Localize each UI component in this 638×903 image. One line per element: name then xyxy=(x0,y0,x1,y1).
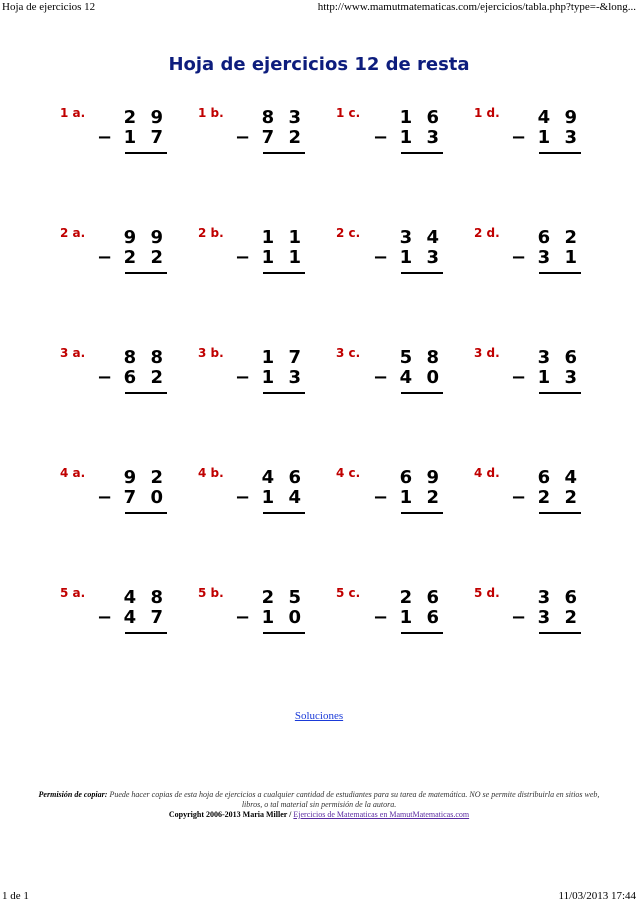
subtrahend: 1 3 xyxy=(399,127,443,148)
exercise-item xyxy=(60,346,167,406)
exercise-label: 5 a. xyxy=(60,586,86,600)
subtrahend-row xyxy=(373,247,443,271)
permission-label: Permisión de copiar: xyxy=(38,790,108,799)
minuend: 8 3 xyxy=(261,107,305,128)
solutions-section xyxy=(0,710,638,722)
exercise-item xyxy=(198,106,305,166)
exercise-item xyxy=(336,106,443,166)
minus-sign: − xyxy=(373,367,389,388)
subtrahend: 2 2 xyxy=(537,487,581,508)
answer-line xyxy=(125,152,167,154)
exercise-label: 2 a. xyxy=(60,226,86,240)
minuend: 5 8 xyxy=(399,347,443,368)
subtrahend-row xyxy=(235,367,305,391)
subtrahend: 4 7 xyxy=(123,607,167,628)
answer-line xyxy=(539,512,581,514)
exercise-item xyxy=(198,466,305,526)
minus-sign: − xyxy=(235,607,251,628)
page-title: Hoja de ejercicios 12 de resta xyxy=(168,54,470,75)
exercise-item xyxy=(474,346,581,406)
subtrahend-row xyxy=(511,367,581,391)
minuend: 6 9 xyxy=(399,467,443,488)
answer-line xyxy=(263,392,305,394)
exercise-item xyxy=(474,586,581,646)
print-header-url: http://www.mamutmatematicas.com/ejercicios/tabla.php?type=-&long... xyxy=(317,1,636,13)
answer-line xyxy=(263,152,305,154)
browser-print-footer xyxy=(0,889,638,903)
exercise-item xyxy=(336,586,443,646)
subtrahend: 1 0 xyxy=(261,607,305,628)
exercise-label: 1 b. xyxy=(198,106,224,120)
subtrahend-row xyxy=(97,127,167,151)
subtrahend-row xyxy=(235,607,305,631)
minuend: 4 6 xyxy=(261,467,305,488)
subtrahend-row xyxy=(235,487,305,511)
subtrahend: 1 3 xyxy=(399,247,443,268)
exercise-item xyxy=(336,466,443,526)
print-footer-page: 1 de 1 xyxy=(2,890,29,902)
exercise-item xyxy=(474,106,581,166)
exercise-item xyxy=(60,106,167,166)
solutions-link[interactable]: Soluciones xyxy=(294,710,344,722)
answer-line xyxy=(539,272,581,274)
exercise-item xyxy=(198,586,305,646)
minuend: 2 6 xyxy=(399,587,443,608)
exercise-label: 2 d. xyxy=(474,226,500,240)
minus-sign: − xyxy=(97,127,113,148)
minus-sign: − xyxy=(373,487,389,508)
minuend: 2 5 xyxy=(261,587,305,608)
exercise-item xyxy=(198,346,305,406)
site-link[interactable]: Ejercicios de Matematicas en MamutMatematicas.com xyxy=(293,810,470,819)
exercise-item xyxy=(198,226,305,286)
minus-sign: − xyxy=(97,247,113,268)
minuend: 9 2 xyxy=(123,467,167,488)
minuend: 6 4 xyxy=(537,467,581,488)
exercise-label: 3 a. xyxy=(60,346,86,360)
answer-line xyxy=(263,632,305,634)
subtrahend-row xyxy=(511,247,581,271)
minus-sign: − xyxy=(235,367,251,388)
minus-sign: − xyxy=(97,487,113,508)
subtrahend: 1 6 xyxy=(399,607,443,628)
subtrahend: 4 0 xyxy=(399,367,443,388)
exercise-label: 3 d. xyxy=(474,346,500,360)
answer-line xyxy=(401,392,443,394)
subtrahend: 7 0 xyxy=(123,487,167,508)
answer-line xyxy=(125,512,167,514)
answer-line xyxy=(539,632,581,634)
permission-text: Puede hacer copias de esta hoja de ejercicios a cualquier cantidad de estudiantes para su tarea de matemática. NO se permite distribuirla en sitios web, libros, o tal material sin permisión de la autora. xyxy=(109,790,600,809)
subtrahend: 1 3 xyxy=(537,127,581,148)
subtrahend-row xyxy=(97,247,167,271)
exercise-label: 4 d. xyxy=(474,466,500,480)
subtrahend-row xyxy=(97,607,167,631)
minus-sign: − xyxy=(235,127,251,148)
subtrahend-row xyxy=(511,487,581,511)
answer-line xyxy=(401,272,443,274)
subtrahend: 1 3 xyxy=(261,367,305,388)
answer-line xyxy=(125,272,167,274)
subtrahend: 1 4 xyxy=(261,487,305,508)
exercise-label: 5 b. xyxy=(198,586,224,600)
exercise-label: 3 b. xyxy=(198,346,224,360)
answer-line xyxy=(263,512,305,514)
exercise-item xyxy=(474,226,581,286)
answer-line xyxy=(401,512,443,514)
minus-sign: − xyxy=(511,247,527,268)
answer-line xyxy=(539,152,581,154)
minus-sign: − xyxy=(373,247,389,268)
minuend: 8 8 xyxy=(123,347,167,368)
exercise-label: 4 c. xyxy=(336,466,361,480)
minus-sign: − xyxy=(511,127,527,148)
exercise-label: 4 b. xyxy=(198,466,224,480)
print-footer-date: 11/03/2013 17:44 xyxy=(558,890,636,902)
subtrahend-row xyxy=(373,607,443,631)
minus-sign: − xyxy=(511,607,527,628)
subtrahend-row xyxy=(511,607,581,631)
subtrahend-row xyxy=(235,247,305,271)
minus-sign: − xyxy=(235,487,251,508)
subtrahend: 1 1 xyxy=(261,247,305,268)
minus-sign: − xyxy=(373,607,389,628)
subtrahend-row xyxy=(373,127,443,151)
minuend: 4 8 xyxy=(123,587,167,608)
subtrahend: 6 2 xyxy=(123,367,167,388)
subtrahend-row xyxy=(97,487,167,511)
exercise-label: 5 c. xyxy=(336,586,361,600)
exercise-label: 2 b. xyxy=(198,226,224,240)
exercise-label: 3 c. xyxy=(336,346,361,360)
exercise-label: 4 a. xyxy=(60,466,86,480)
subtrahend-row xyxy=(511,127,581,151)
permission-notice xyxy=(36,790,602,820)
subtrahend-row xyxy=(373,487,443,511)
subtrahend-row xyxy=(373,367,443,391)
minuend: 4 9 xyxy=(537,107,581,128)
minus-sign: − xyxy=(235,247,251,268)
subtrahend: 2 2 xyxy=(123,247,167,268)
minuend: 6 2 xyxy=(537,227,581,248)
subtrahend: 1 2 xyxy=(399,487,443,508)
exercise-label: 1 d. xyxy=(474,106,500,120)
answer-line xyxy=(125,632,167,634)
exercise-item xyxy=(336,346,443,406)
exercise-item xyxy=(60,466,167,526)
answer-line xyxy=(125,392,167,394)
minuend: 3 6 xyxy=(537,587,581,608)
minus-sign: − xyxy=(511,367,527,388)
subtrahend: 7 2 xyxy=(261,127,305,148)
minuend: 1 7 xyxy=(261,347,305,368)
subtrahend-row xyxy=(97,367,167,391)
answer-line xyxy=(401,152,443,154)
exercise-label: 1 a. xyxy=(60,106,86,120)
minus-sign: − xyxy=(373,127,389,148)
exercise-item xyxy=(336,226,443,286)
print-header-title: Hoja de ejercicios 12 xyxy=(2,1,96,13)
exercise-label: 5 d. xyxy=(474,586,500,600)
answer-line xyxy=(263,272,305,274)
minuend: 3 4 xyxy=(399,227,443,248)
minuend: 2 9 xyxy=(123,107,167,128)
copyright-text: Copyright 2006-2013 Maria Miller / xyxy=(168,810,292,819)
minus-sign: − xyxy=(97,367,113,388)
minus-sign: − xyxy=(511,487,527,508)
subtrahend: 3 1 xyxy=(537,247,581,268)
exercise-label: 1 c. xyxy=(336,106,361,120)
answer-line xyxy=(539,392,581,394)
answer-line xyxy=(401,632,443,634)
minuend: 1 6 xyxy=(399,107,443,128)
subtrahend: 1 7 xyxy=(123,127,167,148)
subtrahend-row xyxy=(235,127,305,151)
exercise-label: 2 c. xyxy=(336,226,361,240)
subtrahend: 3 2 xyxy=(537,607,581,628)
exercise-item xyxy=(60,226,167,286)
minus-sign: − xyxy=(97,607,113,628)
subtrahend: 1 3 xyxy=(537,367,581,388)
minuend: 9 9 xyxy=(123,227,167,248)
exercise-item xyxy=(474,466,581,526)
minuend: 3 6 xyxy=(537,347,581,368)
minuend: 1 1 xyxy=(261,227,305,248)
exercise-item xyxy=(60,586,167,646)
